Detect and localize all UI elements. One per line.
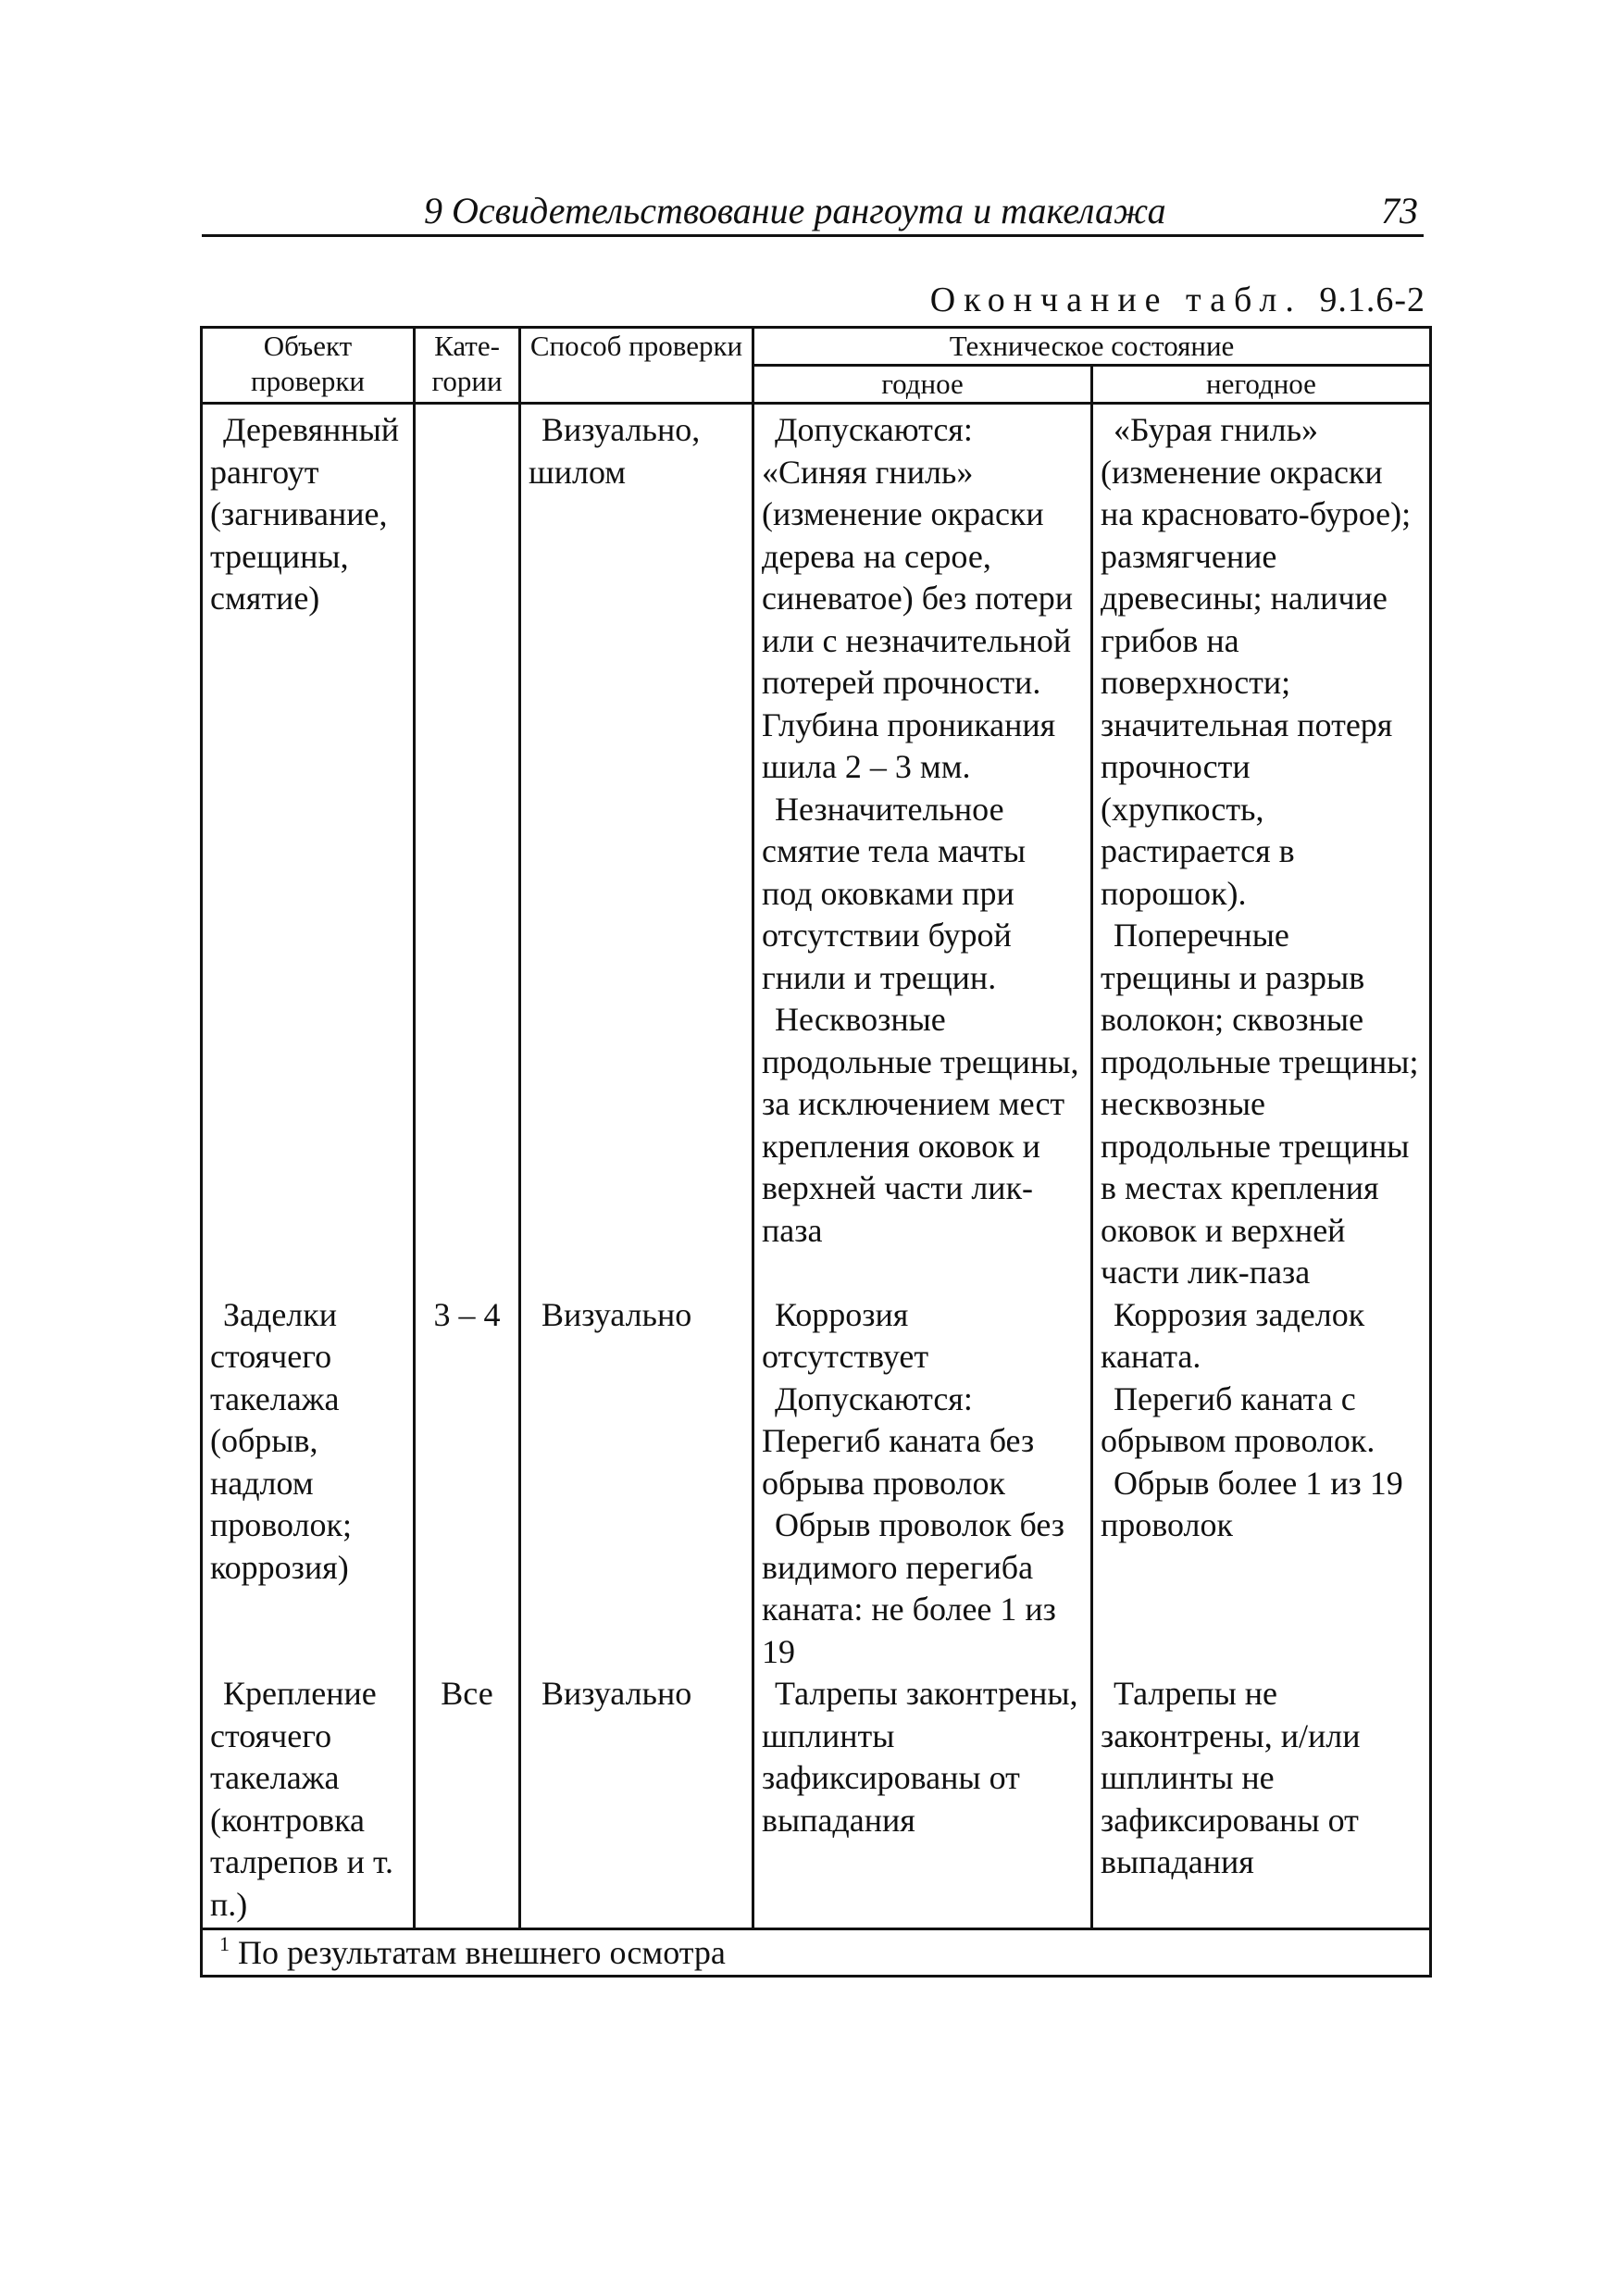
header-category: Кате-гории	[415, 328, 520, 404]
table-caption	[930, 280, 1425, 320]
bad-paragraph: «Бурая гниль» (изменение окраски на красновато-бурое); размягчение древесины; наличие грибов на поверхности; значительная потеря прочности (хрупкость, растирается в порошок).	[1101, 411, 1412, 912]
header-method: Способ проверки	[520, 328, 753, 404]
cell-method: Визуально	[520, 1294, 753, 1674]
cell-bad	[1092, 404, 1431, 1294]
cell-bad	[1092, 1673, 1431, 1929]
good-paragraph: Коррозия отсутствует	[762, 1295, 929, 1375]
running-head	[202, 181, 1424, 237]
bad-paragraph: Талрепы не законтрены, и/или шплинты не зафиксированы от выпадания	[1101, 1675, 1361, 1880]
good-paragraph: Допускаются: Перегиб каната без обрыва проволок	[762, 1379, 1035, 1502]
table-row	[202, 404, 1431, 1294]
cell-category: Все	[415, 1673, 520, 1929]
cell-category: 3 – 4	[415, 1294, 520, 1674]
good-paragraph: Несквозные продольные трещины, за исключением мест крепления оковок и верхней части лик-паза	[762, 1001, 1079, 1249]
cell-method: Визуально, шилом	[520, 404, 753, 1294]
table-row	[202, 1294, 1431, 1674]
bad-paragraph: Обрыв более 1 из 19 проволок	[1101, 1464, 1403, 1543]
cell-good	[753, 1673, 1092, 1929]
header-good: годное	[753, 366, 1092, 404]
bad-paragraph: Коррозия заделок каната.	[1101, 1295, 1365, 1375]
good-paragraph: Незначительное смятие тела мачты под оковками при отсутствии бурой гнили и трещин.	[762, 790, 1027, 996]
table-caption-number: 9.1.6-2	[1319, 281, 1425, 319]
table-caption-word: Окончание табл.	[929, 281, 1302, 319]
header-object: Объект проверки	[202, 328, 415, 404]
cell-method: Визуально	[520, 1673, 753, 1929]
cell-object: Крепление стоячего такелажа (контровка талрепов и т. п.)	[202, 1673, 415, 1929]
header-tech-state: Техническое состояние	[753, 328, 1431, 366]
cell-good	[753, 404, 1092, 1294]
good-paragraph: Талрепы законтрены, шплинты зафиксированы от выпадания	[762, 1675, 1078, 1839]
cell-bad	[1092, 1294, 1431, 1674]
bad-paragraph: Перегиб каната с обрывом проволок.	[1101, 1379, 1375, 1459]
header-bad: негодное	[1092, 366, 1431, 404]
footnote-text: По результатам внешнего осмотра	[238, 1934, 726, 1971]
cell-object: Деревянный рангоут (загнивание, трещины, смятие)	[202, 404, 415, 1294]
bad-paragraph: Поперечные трещины и разрыв волокон; сквозные продольные трещины; несквозные продольные трещины в местах крепления оковок и верхней части лик-паза	[1101, 917, 1419, 1291]
page-number: 73	[1381, 190, 1418, 231]
cell-category	[415, 404, 520, 1294]
footnote	[202, 1929, 1431, 1977]
good-paragraph: Допускаются: «Синяя гниль» (изменение окраски дерева на серое, синеватое) без потери или с незначительной потерей прочности. Глубина проникания шила 2 – 3 мм.	[762, 411, 1073, 785]
cell-object: Заделки стоячего такелажа (обрыв, надлом проволок; коррозия)	[202, 1294, 415, 1674]
chapter-title: 9 Освидетельствование рангоута и такелажа	[424, 190, 1166, 231]
inspection-table	[200, 326, 1432, 1978]
good-paragraph: Обрыв проволок без видимого перегиба каната: не более 1 из 19	[762, 1506, 1064, 1670]
footnote-row	[202, 1929, 1431, 1977]
footnote-mark: 1	[219, 1932, 230, 1955]
table-row	[202, 1673, 1431, 1929]
cell-good	[753, 1294, 1092, 1674]
